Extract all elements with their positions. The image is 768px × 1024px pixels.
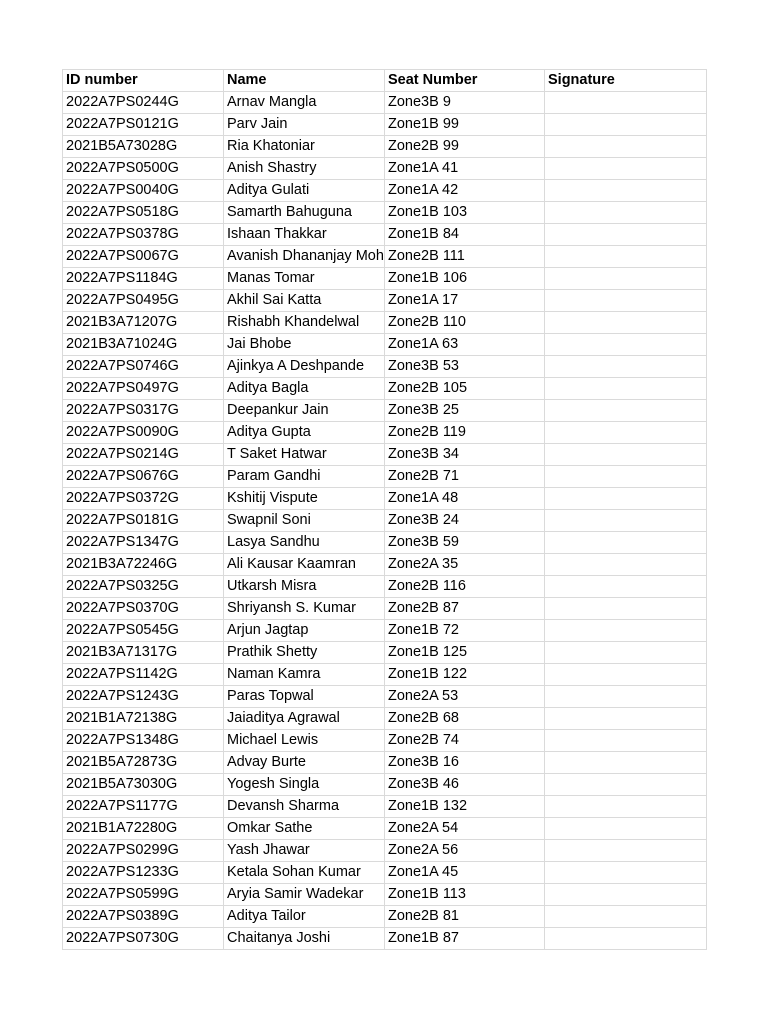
signature-cell bbox=[545, 730, 707, 752]
signature-cell bbox=[545, 642, 707, 664]
table-row bbox=[63, 422, 707, 444]
name-cell: Naman Kamra bbox=[224, 664, 385, 686]
seat-cell: Zone2A 35 bbox=[385, 554, 545, 576]
header-id-number: ID number bbox=[63, 70, 224, 92]
id-cell: 2022A7PS1347G bbox=[63, 532, 224, 554]
name-cell: Aditya Gulati bbox=[224, 180, 385, 202]
name-cell: Aditya Bagla bbox=[224, 378, 385, 400]
signature-cell bbox=[545, 532, 707, 554]
id-cell: 2022A7PS1142G bbox=[63, 664, 224, 686]
signature-cell bbox=[545, 906, 707, 928]
name-cell: Jai Bhobe bbox=[224, 334, 385, 356]
signature-cell bbox=[545, 884, 707, 906]
name-cell: Omkar Sathe bbox=[224, 818, 385, 840]
signature-cell bbox=[545, 356, 707, 378]
seat-cell: Zone2B 68 bbox=[385, 708, 545, 730]
signature-cell bbox=[545, 554, 707, 576]
seat-cell: Zone1A 45 bbox=[385, 862, 545, 884]
signature-cell bbox=[545, 422, 707, 444]
signature-cell bbox=[545, 290, 707, 312]
table-row bbox=[63, 796, 707, 818]
signature-cell bbox=[545, 818, 707, 840]
seat-cell: Zone1B 84 bbox=[385, 224, 545, 246]
id-cell: 2022A7PS1243G bbox=[63, 686, 224, 708]
id-cell: 2022A7PS0676G bbox=[63, 466, 224, 488]
seat-cell: Zone2A 53 bbox=[385, 686, 545, 708]
table-row bbox=[63, 114, 707, 136]
signature-cell bbox=[545, 268, 707, 290]
name-cell: Ishaan Thakkar bbox=[224, 224, 385, 246]
id-cell: 2022A7PS0495G bbox=[63, 290, 224, 312]
signature-cell bbox=[545, 488, 707, 510]
id-cell: 2022A7PS0214G bbox=[63, 444, 224, 466]
name-cell: Shriyansh S. Kumar bbox=[224, 598, 385, 620]
seat-cell: Zone3B 46 bbox=[385, 774, 545, 796]
id-cell: 2022A7PS0497G bbox=[63, 378, 224, 400]
seat-cell: Zone3B 59 bbox=[385, 532, 545, 554]
table-row bbox=[63, 752, 707, 774]
seat-cell: Zone3B 9 bbox=[385, 92, 545, 114]
table-row bbox=[63, 620, 707, 642]
name-cell: Aditya Tailor bbox=[224, 906, 385, 928]
name-cell: Yogesh Singla bbox=[224, 774, 385, 796]
id-cell: 2022A7PS0545G bbox=[63, 620, 224, 642]
name-cell: Kshitij Vispute bbox=[224, 488, 385, 510]
name-cell: Yash Jhawar bbox=[224, 840, 385, 862]
name-cell: Arjun Jagtap bbox=[224, 620, 385, 642]
signature-cell bbox=[545, 862, 707, 884]
id-cell: 2021B1A72280G bbox=[63, 818, 224, 840]
signature-cell bbox=[545, 774, 707, 796]
seat-cell: Zone1A 63 bbox=[385, 334, 545, 356]
table-row bbox=[63, 730, 707, 752]
name-cell: Manas Tomar bbox=[224, 268, 385, 290]
table-row bbox=[63, 400, 707, 422]
signature-cell bbox=[545, 136, 707, 158]
seat-cell: Zone1A 42 bbox=[385, 180, 545, 202]
seat-cell: Zone2B 71 bbox=[385, 466, 545, 488]
seat-cell: Zone1B 103 bbox=[385, 202, 545, 224]
signature-cell bbox=[545, 444, 707, 466]
name-cell: Arnav Mangla bbox=[224, 92, 385, 114]
signature-cell bbox=[545, 620, 707, 642]
id-cell: 2021B3A71207G bbox=[63, 312, 224, 334]
table-row bbox=[63, 510, 707, 532]
signature-cell bbox=[545, 180, 707, 202]
id-cell: 2022A7PS0325G bbox=[63, 576, 224, 598]
signature-cell bbox=[545, 400, 707, 422]
table-row bbox=[63, 488, 707, 510]
signature-cell bbox=[545, 510, 707, 532]
seat-cell: Zone2A 56 bbox=[385, 840, 545, 862]
name-cell: Prathik Shetty bbox=[224, 642, 385, 664]
name-cell: Samarth Bahuguna bbox=[224, 202, 385, 224]
header-seat-number: Seat Number bbox=[385, 70, 545, 92]
seat-cell: Zone1A 17 bbox=[385, 290, 545, 312]
id-cell: 2021B1A72138G bbox=[63, 708, 224, 730]
id-cell: 2022A7PS0299G bbox=[63, 840, 224, 862]
header-name: Name bbox=[224, 70, 385, 92]
seat-cell: Zone1A 41 bbox=[385, 158, 545, 180]
seat-cell: Zone2B 105 bbox=[385, 378, 545, 400]
table-row bbox=[63, 906, 707, 928]
table-row bbox=[63, 378, 707, 400]
name-cell: Swapnil Soni bbox=[224, 510, 385, 532]
name-cell: Ria Khatoniar bbox=[224, 136, 385, 158]
name-cell: Devansh Sharma bbox=[224, 796, 385, 818]
id-cell: 2021B5A73030G bbox=[63, 774, 224, 796]
table-row bbox=[63, 356, 707, 378]
id-cell: 2022A7PS0121G bbox=[63, 114, 224, 136]
id-cell: 2022A7PS1233G bbox=[63, 862, 224, 884]
signature-cell bbox=[545, 466, 707, 488]
name-cell: Deepankur Jain bbox=[224, 400, 385, 422]
table-row bbox=[63, 774, 707, 796]
id-cell: 2021B3A72246G bbox=[63, 554, 224, 576]
seat-cell: Zone2B 111 bbox=[385, 246, 545, 268]
name-cell: Lasya Sandhu bbox=[224, 532, 385, 554]
seat-cell: Zone2B 110 bbox=[385, 312, 545, 334]
id-cell: 2022A7PS1177G bbox=[63, 796, 224, 818]
id-cell: 2022A7PS0372G bbox=[63, 488, 224, 510]
table-row bbox=[63, 92, 707, 114]
id-cell: 2022A7PS0378G bbox=[63, 224, 224, 246]
signature-cell bbox=[545, 796, 707, 818]
id-cell: 2022A7PS1184G bbox=[63, 268, 224, 290]
seat-cell: Zone1B 72 bbox=[385, 620, 545, 642]
seat-cell: Zone2B 87 bbox=[385, 598, 545, 620]
name-cell: Ali Kausar Kaamran bbox=[224, 554, 385, 576]
id-cell: 2022A7PS0317G bbox=[63, 400, 224, 422]
seat-cell: Zone3B 24 bbox=[385, 510, 545, 532]
signature-cell bbox=[545, 224, 707, 246]
seat-cell: Zone2B 119 bbox=[385, 422, 545, 444]
header-row bbox=[63, 70, 707, 92]
seat-cell: Zone2B 99 bbox=[385, 136, 545, 158]
signature-cell bbox=[545, 928, 707, 950]
table-row bbox=[63, 180, 707, 202]
table-row bbox=[63, 664, 707, 686]
id-cell: 2022A7PS0518G bbox=[63, 202, 224, 224]
seat-cell: Zone3B 53 bbox=[385, 356, 545, 378]
id-cell: 2022A7PS0244G bbox=[63, 92, 224, 114]
id-cell: 2021B5A72873G bbox=[63, 752, 224, 774]
table-row bbox=[63, 246, 707, 268]
id-cell: 2022A7PS0370G bbox=[63, 598, 224, 620]
signature-cell bbox=[545, 246, 707, 268]
name-cell: Ajinkya A Deshpande bbox=[224, 356, 385, 378]
id-cell: 2022A7PS0040G bbox=[63, 180, 224, 202]
id-cell: 2021B5A73028G bbox=[63, 136, 224, 158]
name-cell: Paras Topwal bbox=[224, 686, 385, 708]
seat-cell: Zone3B 16 bbox=[385, 752, 545, 774]
table-row bbox=[63, 686, 707, 708]
table-row bbox=[63, 708, 707, 730]
table-row bbox=[63, 202, 707, 224]
name-cell: Michael Lewis bbox=[224, 730, 385, 752]
id-cell: 2022A7PS0746G bbox=[63, 356, 224, 378]
id-cell: 2022A7PS0389G bbox=[63, 906, 224, 928]
name-cell: Aditya Gupta bbox=[224, 422, 385, 444]
table-row bbox=[63, 884, 707, 906]
seat-cell: Zone2A 54 bbox=[385, 818, 545, 840]
table-row bbox=[63, 532, 707, 554]
seat-cell: Zone1B 113 bbox=[385, 884, 545, 906]
name-cell: Advay Burte bbox=[224, 752, 385, 774]
signature-cell bbox=[545, 598, 707, 620]
signature-cell bbox=[545, 312, 707, 334]
table-row bbox=[63, 136, 707, 158]
table-row bbox=[63, 444, 707, 466]
signature-cell bbox=[545, 686, 707, 708]
id-cell: 2022A7PS0730G bbox=[63, 928, 224, 950]
signature-cell bbox=[545, 92, 707, 114]
signature-cell bbox=[545, 334, 707, 356]
seat-cell: Zone1B 132 bbox=[385, 796, 545, 818]
seat-cell: Zone2B 74 bbox=[385, 730, 545, 752]
table-row bbox=[63, 224, 707, 246]
table-row bbox=[63, 840, 707, 862]
table-row bbox=[63, 598, 707, 620]
id-cell: 2021B3A71317G bbox=[63, 642, 224, 664]
id-cell: 2022A7PS0500G bbox=[63, 158, 224, 180]
table-row bbox=[63, 642, 707, 664]
id-cell: 2022A7PS1348G bbox=[63, 730, 224, 752]
signature-cell bbox=[545, 378, 707, 400]
signature-cell bbox=[545, 158, 707, 180]
signature-cell bbox=[545, 202, 707, 224]
id-cell: 2022A7PS0090G bbox=[63, 422, 224, 444]
name-cell: Jaiaditya Agrawal bbox=[224, 708, 385, 730]
seat-cell: Zone3B 34 bbox=[385, 444, 545, 466]
seat-cell: Zone1B 87 bbox=[385, 928, 545, 950]
name-cell: Avanish Dhananjay Moh bbox=[224, 246, 385, 268]
id-cell: 2021B3A71024G bbox=[63, 334, 224, 356]
seating-table bbox=[62, 69, 707, 950]
signature-cell bbox=[545, 664, 707, 686]
table-row bbox=[63, 158, 707, 180]
table-row bbox=[63, 818, 707, 840]
seat-cell: Zone1B 122 bbox=[385, 664, 545, 686]
table-row bbox=[63, 576, 707, 598]
signature-cell bbox=[545, 752, 707, 774]
seat-cell: Zone1A 48 bbox=[385, 488, 545, 510]
signature-cell bbox=[545, 708, 707, 730]
table-row bbox=[63, 466, 707, 488]
id-cell: 2022A7PS0067G bbox=[63, 246, 224, 268]
table-row bbox=[63, 290, 707, 312]
seat-cell: Zone1B 106 bbox=[385, 268, 545, 290]
table-row bbox=[63, 334, 707, 356]
signature-cell bbox=[545, 576, 707, 598]
name-cell: Akhil Sai Katta bbox=[224, 290, 385, 312]
name-cell: Anish Shastry bbox=[224, 158, 385, 180]
table-row bbox=[63, 928, 707, 950]
seat-cell: Zone1B 125 bbox=[385, 642, 545, 664]
table-row bbox=[63, 862, 707, 884]
seat-cell: Zone3B 25 bbox=[385, 400, 545, 422]
table-row bbox=[63, 554, 707, 576]
table-row bbox=[63, 312, 707, 334]
seat-cell: Zone2B 116 bbox=[385, 576, 545, 598]
header-signature: Signature bbox=[545, 70, 707, 92]
name-cell: Aryia Samir Wadekar bbox=[224, 884, 385, 906]
id-cell: 2022A7PS0181G bbox=[63, 510, 224, 532]
name-cell: Ketala Sohan Kumar bbox=[224, 862, 385, 884]
seat-cell: Zone1B 99 bbox=[385, 114, 545, 136]
table-row bbox=[63, 268, 707, 290]
name-cell: Utkarsh Misra bbox=[224, 576, 385, 598]
table-body bbox=[63, 92, 707, 950]
signature-cell bbox=[545, 840, 707, 862]
name-cell: Chaitanya Joshi bbox=[224, 928, 385, 950]
name-cell: Rishabh Khandelwal bbox=[224, 312, 385, 334]
signature-cell bbox=[545, 114, 707, 136]
name-cell: T Saket Hatwar bbox=[224, 444, 385, 466]
id-cell: 2022A7PS0599G bbox=[63, 884, 224, 906]
name-cell: Parv Jain bbox=[224, 114, 385, 136]
name-cell: Param Gandhi bbox=[224, 466, 385, 488]
seat-cell: Zone2B 81 bbox=[385, 906, 545, 928]
